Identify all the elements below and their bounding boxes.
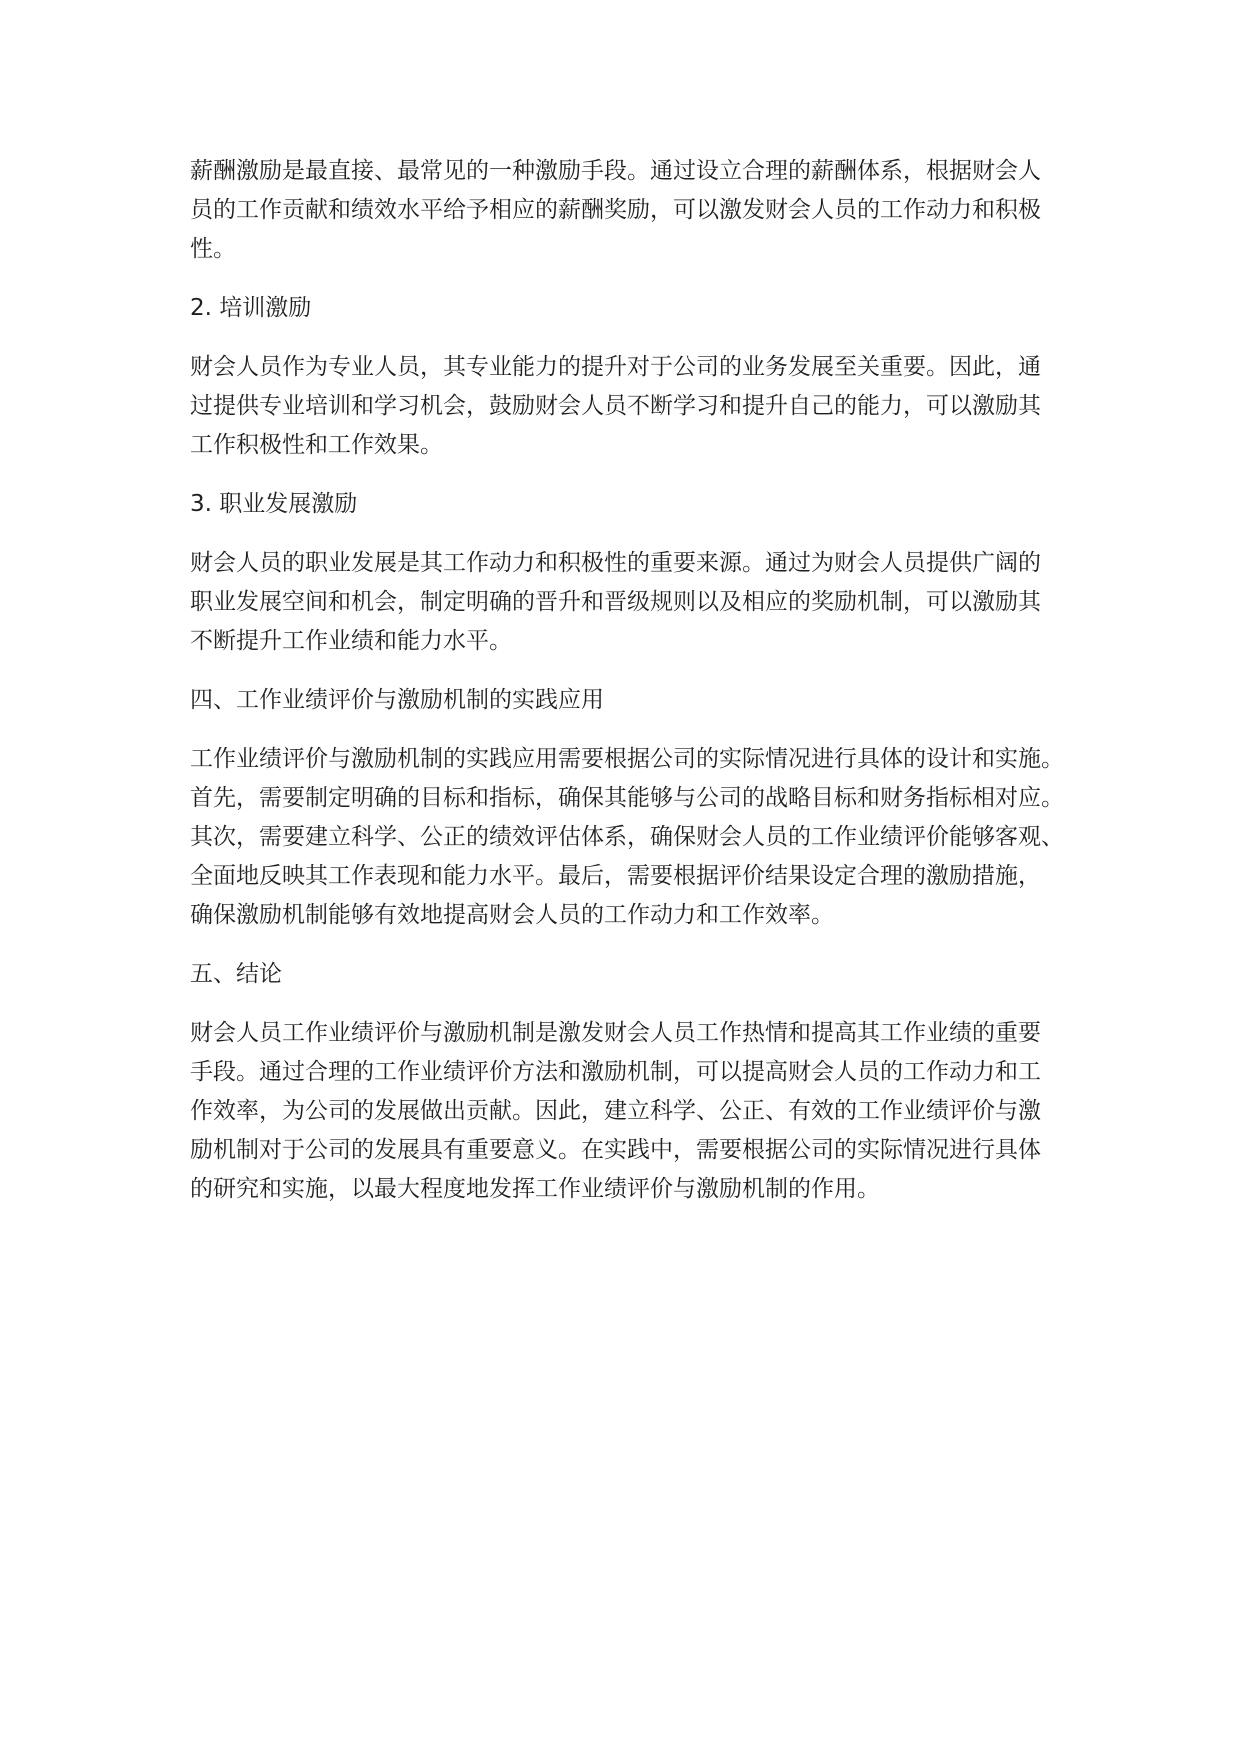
- heading-training-incentive: 2. 培训激励: [190, 295, 312, 321]
- document-body: [190, 152, 1090, 1229]
- heading-career-incentive: 3. 职业发展激励: [190, 491, 358, 517]
- heading-practice-application: 四、工作业绩评价与激励机制的实践应用: [190, 687, 604, 713]
- paragraph-training-incentive: 财会人员作为专业人员，其专业能力的提升对于公司的业务发展至关重要。因此，通 过提供专业培训和学习机会，鼓励财会人员不断学习和提升自己的能力，可以激励其 工作积极性和工作效果。: [190, 354, 1041, 458]
- paragraph-conclusion: 财会人员工作业绩评价与激励机制是激发财会人员工作热情和提高其工作业绩的重要 手段。通过合理的工作业绩评价方法和激励机制，可以提高财会人员的工作动力和工 作效率，为公司的发展做出贡献。因此，建立科学、公正、有效的工作业绩评价与激 励机制对于公司的发展具有重要意义。在实践中，需要根据公司的实际情况进行具体 的研究和实施，以最大程度地发挥工作业绩评价与激励机制的作用。: [190, 1020, 1041, 1202]
- paragraph-practice-application: 工作业绩评价与激励机制的实践应用需要根据公司的实际情况进行具体的设计和实施。 首先，需要制定明确的目标和指标，确保其能够与公司的战略目标和财务指标相对应。 其次，需要建立科学、公正的绩效评估体系，确保财会人员的工作业绩评价能够客观、 全面地反映其工作表现和能力水平。最后，需要根据评价结果设定合理的激励措施， 确保激励机制能够有效地提高财会人员的工作动力和工作效率。: [190, 746, 1064, 928]
- paragraph-salary-incentive: 薪酬激励是最直接、最常见的一种激励手段。通过设立合理的薪酬体系，根据财会人 员的工作贡献和绩效水平给予相应的薪酬奖励，可以激发财会人员的工作动力和积极 性。: [190, 158, 1041, 262]
- paragraph-career-incentive: 财会人员的职业发展是其工作动力和积极性的重要来源。通过为财会人员提供广阔的 职业发展空间和机会，制定明确的晋升和晋级规则以及相应的奖励机制，可以激励其 不断提升工作业绩和能力水平。: [190, 550, 1041, 654]
- heading-conclusion: 五、结论: [190, 961, 282, 987]
